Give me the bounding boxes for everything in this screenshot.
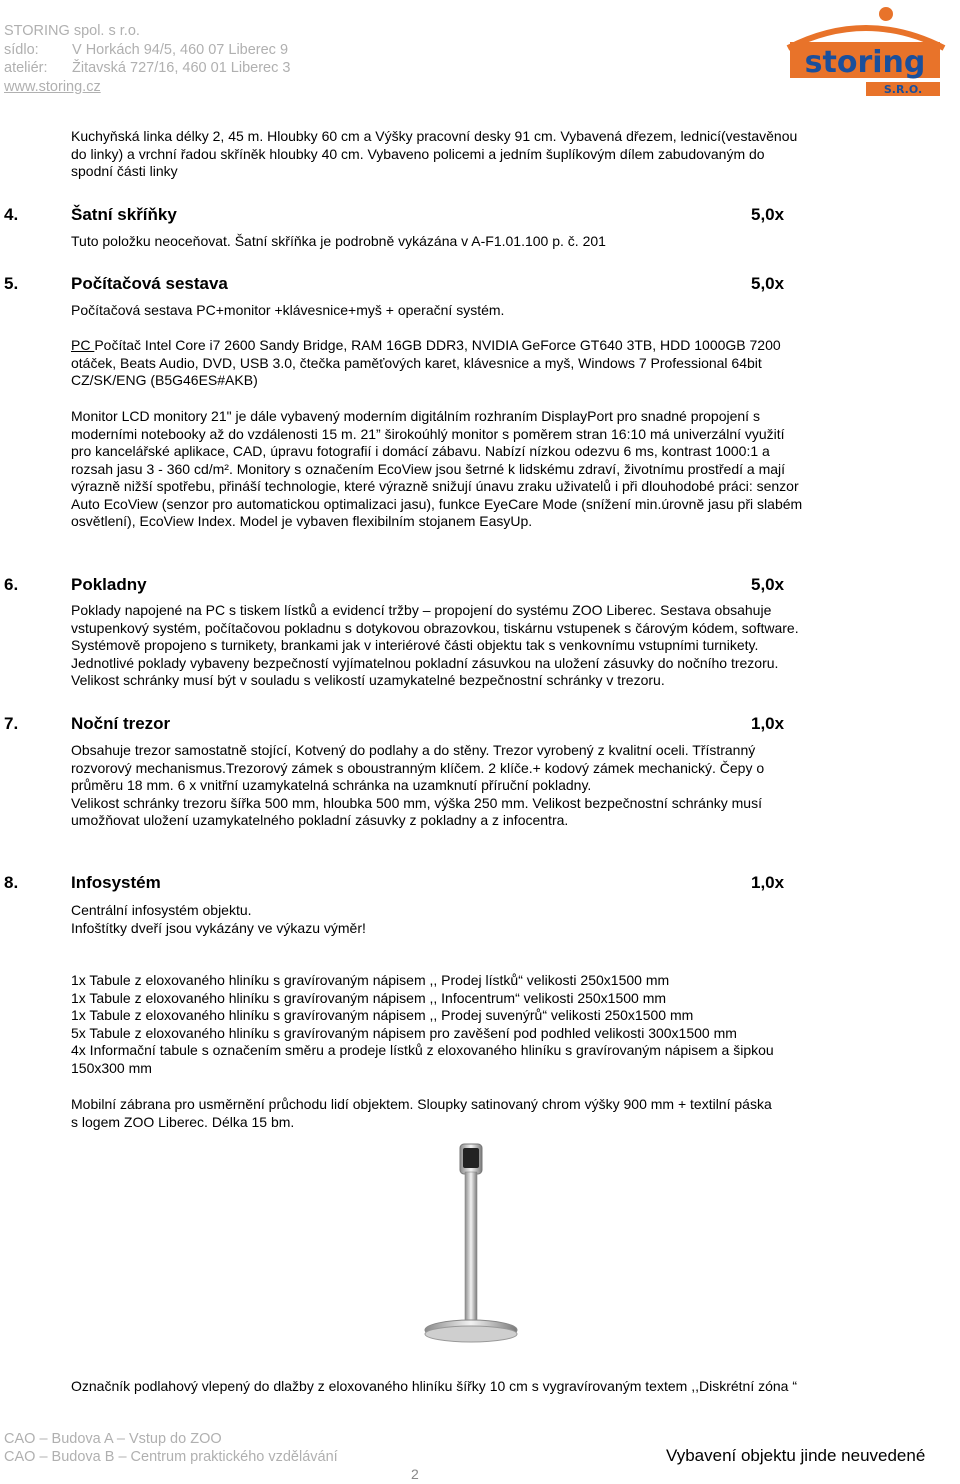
kitchen-description xyxy=(71,128,891,181)
text-line: Monitor LCD monitory 21" je dále vybavený moderním digitálním rozhraním DisplayPort pro snadné propojení s xyxy=(71,408,760,424)
atelier-row xyxy=(4,59,290,78)
section-title: Počítačová sestava xyxy=(71,274,228,293)
text-line: do linky) a vrchní řadou skříněk hloubky 40 cm. Vybaveno policemi a jedním šuplíkovým dílem zabudovaným do xyxy=(71,145,765,162)
sidlo-value: V Horkách 94/5, 460 07 Liberec 9 xyxy=(72,41,289,58)
text-line: spodní části linky xyxy=(71,163,178,179)
text-line: rozvorový mechanismus.Trezorový zámek s oboustranným klíčem. 2 klíče.+ kodový zámek mechanický. Čepy o xyxy=(71,759,765,776)
barrier-post-image xyxy=(408,1142,528,1348)
footer-line-a: CAO – Budova A – Vstup do ZOO xyxy=(4,1431,222,1447)
text-line: Jednotlivé poklady vybaveny bezpečností vyjímatelnou pokladní zásuvkou na uložení zásuvky do nočního trezoru. xyxy=(71,654,779,671)
section-number: 7. xyxy=(4,714,19,733)
text-line: Kuchyňská linka délky 2, 45 m. Hloubky 60 cm a Výšky pracovní desky 91 cm. Vybavená dřezem, lednicí(vestavěnou xyxy=(71,128,798,144)
pc-prefix: PC xyxy=(71,337,95,353)
list-item: 4x Informační tabule s označením směru a prodeje lístků z eloxovaného hliníku s gravírovaným nápisem a šipkou xyxy=(71,1042,774,1058)
text-line: průměru 18 mm. 6 x vnitřní uzamykatelná schránka na uzamknutí příruční pokladny. xyxy=(71,777,592,793)
list-item: 1x Tabule z eloxovaného hliníku s gravírovaným nápisem ,, Prodej lístků“ velikosti 250x1500 mm xyxy=(71,972,670,988)
text-line: Mobilní zábrana pro usměrnění průchodu lidí objektem. Sloupky satinovaný chrom výšky 900 mm + textilní páska xyxy=(71,1096,772,1112)
storing-logo xyxy=(776,2,954,98)
sidlo-label: sídlo: xyxy=(4,41,39,58)
section-text xyxy=(71,602,891,690)
company-header xyxy=(4,22,290,96)
svg-text:S.R.O.: S.R.O. xyxy=(883,83,923,96)
section-text xyxy=(71,902,891,937)
section-text: Tuto položku neoceňovat. Šatní skříňka je podrobně vykázána v A-F1.01.100 p. č. 201 xyxy=(71,233,606,249)
section-title: Šatní skříňky xyxy=(71,205,177,224)
section-title: Infosystém xyxy=(71,873,161,892)
section-quantity: 5,0x xyxy=(751,205,785,224)
atelier-value: Žitavská 727/16, 460 01 Liberec 3 xyxy=(72,60,291,76)
list-item: 5x Tabule z eloxovaného hliníku s gravírovaným nápisem pro zavěšení pod podhled velikosti 300x1500 mm xyxy=(71,1024,737,1041)
barrier-description xyxy=(71,1096,891,1131)
text-line: umožňovat uložení uzamykatelného pokladní zásuvky z pokladny a z infocentra. xyxy=(71,812,569,828)
page-number: 2 xyxy=(411,1466,419,1482)
text-line xyxy=(71,337,891,355)
section-number: 8. xyxy=(4,873,19,892)
footer-category: Vybavení objektu jinde neuvedené xyxy=(666,1446,926,1465)
floor-marker-description: Označník podlahový vlepený do dlažby z eloxovaného hliníku šířky 10 cm s vygravírovaným textem ,,Diskrétní zóna “ xyxy=(71,1378,798,1394)
text-line: Obsahuje trezor samostatně stojící, Kotvený do podlahy a do stěny. Trezor vyrobený z kvalitní oceli. Třístranný xyxy=(71,742,756,758)
pc-line: Počítač Intel Core i7 2600 Sandy Bridge, RAM 16GB DDR3, NVIDIA GeForce GT640 3TB, HDD 1000GB 7200 xyxy=(94,337,781,353)
text-line: otáček, Beats Audio, DVD, USB 3.0, čtečka paměťových karet, klávesnice a myš, Windows 7 Professional 64bit xyxy=(71,354,762,371)
text-line: osvětlení), EcoView Index. Model je vybaven flexibilním stojanem EasyUp. xyxy=(71,513,533,529)
atelier-label: ateliér: xyxy=(4,60,48,76)
text-line: CZ/SK/ENG (B5G46ES#AKB) xyxy=(71,372,258,388)
text-line: výrazně nižší spotřebu, přináší technologie, které výrazně snižují únavu zraku uživatelů i při dlouhodobé práci: senzor xyxy=(71,478,799,494)
text-line: Centrální infosystém objektu. xyxy=(71,902,252,918)
section-title: Noční trezor xyxy=(71,714,171,733)
footer-line-b: CAO – Budova B – Centrum praktického vzdělávání xyxy=(4,1449,338,1465)
text-line: Auto EcoView (senzor pro automatickou optimalizaci jasu), funkce EyeCare Mode (snížení min.úrovně jasu při slabém xyxy=(71,495,803,512)
section-quantity: 5,0x xyxy=(751,575,785,594)
text-line: vstupenkový systém, počítačovou pokladnu s dotykovou obrazovkou, tiskárnu vstupenek s čárovým kódem, software. xyxy=(71,619,799,636)
list-item: 1x Tabule z eloxovaného hliníku s gravírovaným nápisem ,, Prodej suvenýrů“ velikosti 250x1500 mm xyxy=(71,1007,694,1023)
text-line: Velikost schránky trezoru šířka 500 mm, hloubka 500 mm, výška 250 mm. Velikost bezpečnostní schránky musí xyxy=(71,794,762,811)
text-line: Systémově propojeno s turnikety, brankami jak v interiérové části objektu tak s venkovnímu vstupními turnikety. xyxy=(71,637,759,653)
section-text: Počítačová sestava PC+monitor +klávesnice+myš + operační systém. xyxy=(71,302,505,318)
text-line: rozsah jasu 3 - 360 cd/m². Monitory s označením EcoView jsou šetrné k lidskému zdraví, životnímu prostředí a mají xyxy=(71,460,786,477)
sign-list xyxy=(71,972,891,1077)
svg-text:storing: storing xyxy=(804,45,926,80)
section-text xyxy=(71,742,891,830)
list-item: 150x300 mm xyxy=(71,1059,152,1076)
section-quantity: 1,0x xyxy=(751,714,785,733)
text-line: pro kancelářské aplikace, CAD, úpravu fotografií i domácí zábavu. Nabízí nízkou odezvu 6 ms, kontrast 1000:1 a xyxy=(71,443,770,459)
text-line: s logem ZOO Liberec. Délka 15 bm. xyxy=(71,1113,295,1130)
pc-spec xyxy=(71,337,891,390)
section-number: 6. xyxy=(4,575,19,594)
website-link[interactable]: www.storing.cz xyxy=(4,78,101,95)
section-quantity: 5,0x xyxy=(751,274,785,293)
section-quantity: 1,0x xyxy=(751,873,785,892)
section-number: 5. xyxy=(4,274,19,293)
text-line: moderními notebooky až do vzdálenosti 15 m. 21” širokoúhlý monitor s poměrem stran 16:10 má univerzální využití xyxy=(71,425,785,442)
section-number: 4. xyxy=(4,205,19,224)
list-item: 1x Tabule z eloxovaného hliníku s gravírovaným nápisem ,, Infocentrum“ velikosti 250x1500 mm xyxy=(71,989,667,1006)
text-line: Velikost schránky musí být v souladu s velikostí uzamykatelné bezpečnostní schránky v trezoru. xyxy=(71,672,665,688)
text-line: Poklady napojené na PC s tiskem lístků a evidencí tržby – propojení do systému ZOO Liberec. Sestava obsahuje xyxy=(71,602,772,618)
monitor-spec xyxy=(71,408,891,531)
text-line: Infoštítky dveří jsou vykázány ve výkazu výměr! xyxy=(71,919,366,936)
section-title: Pokladny xyxy=(71,575,147,594)
company-name: STORING spol. s r.o. xyxy=(4,23,140,39)
address-row xyxy=(4,41,290,60)
